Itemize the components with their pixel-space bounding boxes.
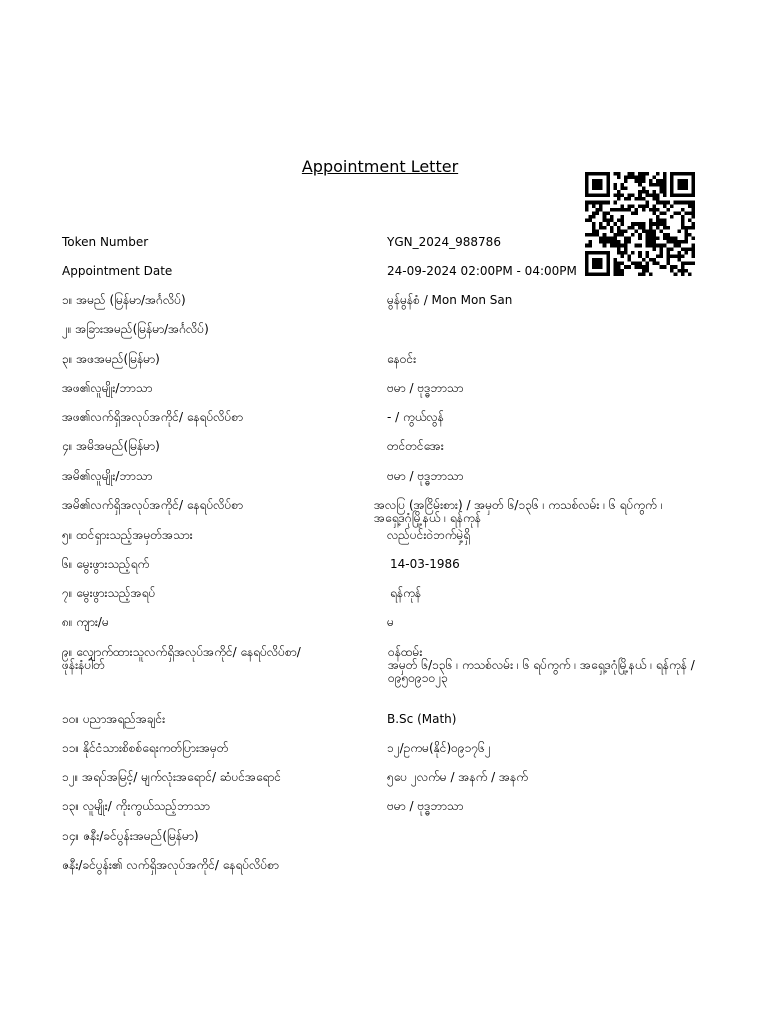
value-mother-race-religion: ဗမာ / ဗုဒ္ဓဘာသာ <box>387 469 464 483</box>
label-gender: ၈။ ကျား/မ <box>62 615 109 629</box>
page-title: Appointment Letter <box>301 157 459 176</box>
value-mother-name: တင်တင်အေး <box>387 439 444 453</box>
value-race-religion: ဗမာ / ဗုဒ္ဓဘာသာ <box>387 799 464 813</box>
label-education: ၁၀။ ပညာအရည်အချင်း <box>62 712 166 726</box>
value-birth-date: 14-03-1986 <box>390 557 460 571</box>
value-nrc-number: ၁၂/ဥကမ(နိုင်)၀၉၁၇၆၂ <box>387 741 491 755</box>
value-mother-occupation: အလပြ (အငြိမ်းစား) / အမှတ် ၆/၁၃၆ ၊ ကသစ်လမ်း ၊ ၆ ရပ်ကွက် ၊ အရှေ့ဒဂုံမြို့နယ် ၊ ရန်ကုန် <box>374 498 663 525</box>
value-education: B.Sc (Math) <box>387 712 457 726</box>
label-appointment-date: Appointment Date <box>62 264 173 278</box>
value-applicant-occupation: ဝန်ထမ်း အမှတ် ၆/၁၃၆ ၊ ကသစ်လမ်း ၊ ၆ ရပ်ကွက် ၊ အရှေ့ဒဂုံမြို့နယ် ၊ ရန်ကုန် / ၀၉၅၀၉၁၀၂၃ <box>388 645 695 685</box>
label-mother-name: ၄။ အမိအမည်(မြန်မာ) <box>62 439 160 453</box>
value-father-occupation: - / ကွယ်လွန် <box>387 410 444 424</box>
label-spouse-occupation: ဇနီး/ခင်ပွန်း၏ လက်ရှိအလုပ်အကိုင်/ နေရပ်လိပ်စာ <box>62 858 279 872</box>
label-other-name: ၂။ အခြားအမည်(မြန်မာ/အင်္ဂလိပ်) <box>62 322 209 336</box>
value-gender: မ <box>387 615 394 629</box>
label-nrc-number: ၁၁။ နိုင်ငံသားစိစစ်ရေးကတ်ပြားအမှတ် <box>62 741 229 755</box>
value-name: မွန်မွန်စံ / Mon Mon San <box>387 293 513 307</box>
value-token-number: YGN_2024_988786 <box>387 235 501 249</box>
value-distinguishing-mark: လည်ပင်းဝဲဘက်မှဲ့ရှိ <box>387 528 471 542</box>
label-mother-race-religion: အမိ၏လူမျိုး/ဘာသာ <box>62 469 153 483</box>
label-father-race-religion: အဖ၏လူမျိုး/ဘာသာ <box>62 381 153 395</box>
value-height-eye-hair: ၅ပေ ၂လက်မ / အနက် / အနက် <box>387 770 528 784</box>
qr-code <box>585 172 695 276</box>
label-height-eye-hair: ၁၂။ အရပ်အမြင့်/ မျက်လုံးအရောင်/ ဆံပင်အရောင် <box>62 770 282 784</box>
label-race-religion: ၁၃။ လူမျိုး/ ကိုးကွယ်သည့်ဘာသာ <box>62 799 210 813</box>
value-father-race-religion: ဗမာ / ဗုဒ္ဓဘာသာ <box>387 381 464 395</box>
label-birth-date: ၆။ မွေးဖွားသည့်ရက် <box>62 557 150 571</box>
label-mother-occupation: အမိ၏လက်ရှိအလုပ်အကိုင်/ နေရပ်လိပ်စာ <box>62 498 244 512</box>
value-appointment-date: 24-09-2024 02:00PM - 04:00PM <box>387 264 577 278</box>
label-birth-place: ၇။ မွေးဖွားသည့်အရပ် <box>62 586 156 600</box>
label-father-occupation: အဖ၏လက်ရှိအလုပ်အကိုင်/ နေရပ်လိပ်စာ <box>62 410 244 424</box>
label-token-number: Token Number <box>62 235 149 249</box>
label-spouse-name: ၁၄။ ဇနီး/ခင်ပွန်းအမည်(မြန်မာ) <box>62 829 199 843</box>
label-name: ၁။ အမည် (မြန်မာ/အင်္ဂလိပ်) <box>62 293 186 307</box>
value-father-name: နေဝင်း <box>387 352 417 366</box>
label-distinguishing-mark: ၅။ ထင်ရှားသည့်အမှတ်အသား <box>62 528 193 542</box>
value-birth-place: ရန်ကုန် <box>390 586 422 600</box>
label-applicant-occupation: ၉။ လျှောက်ထားသူလက်ရှိအလုပ်အကိုင်/ နေရပ်လိပ်စာ/ဖုန်းနံပါတ် <box>62 645 301 672</box>
label-father-name: ၃။ အဖအမည်(မြန်မာ) <box>62 352 160 366</box>
